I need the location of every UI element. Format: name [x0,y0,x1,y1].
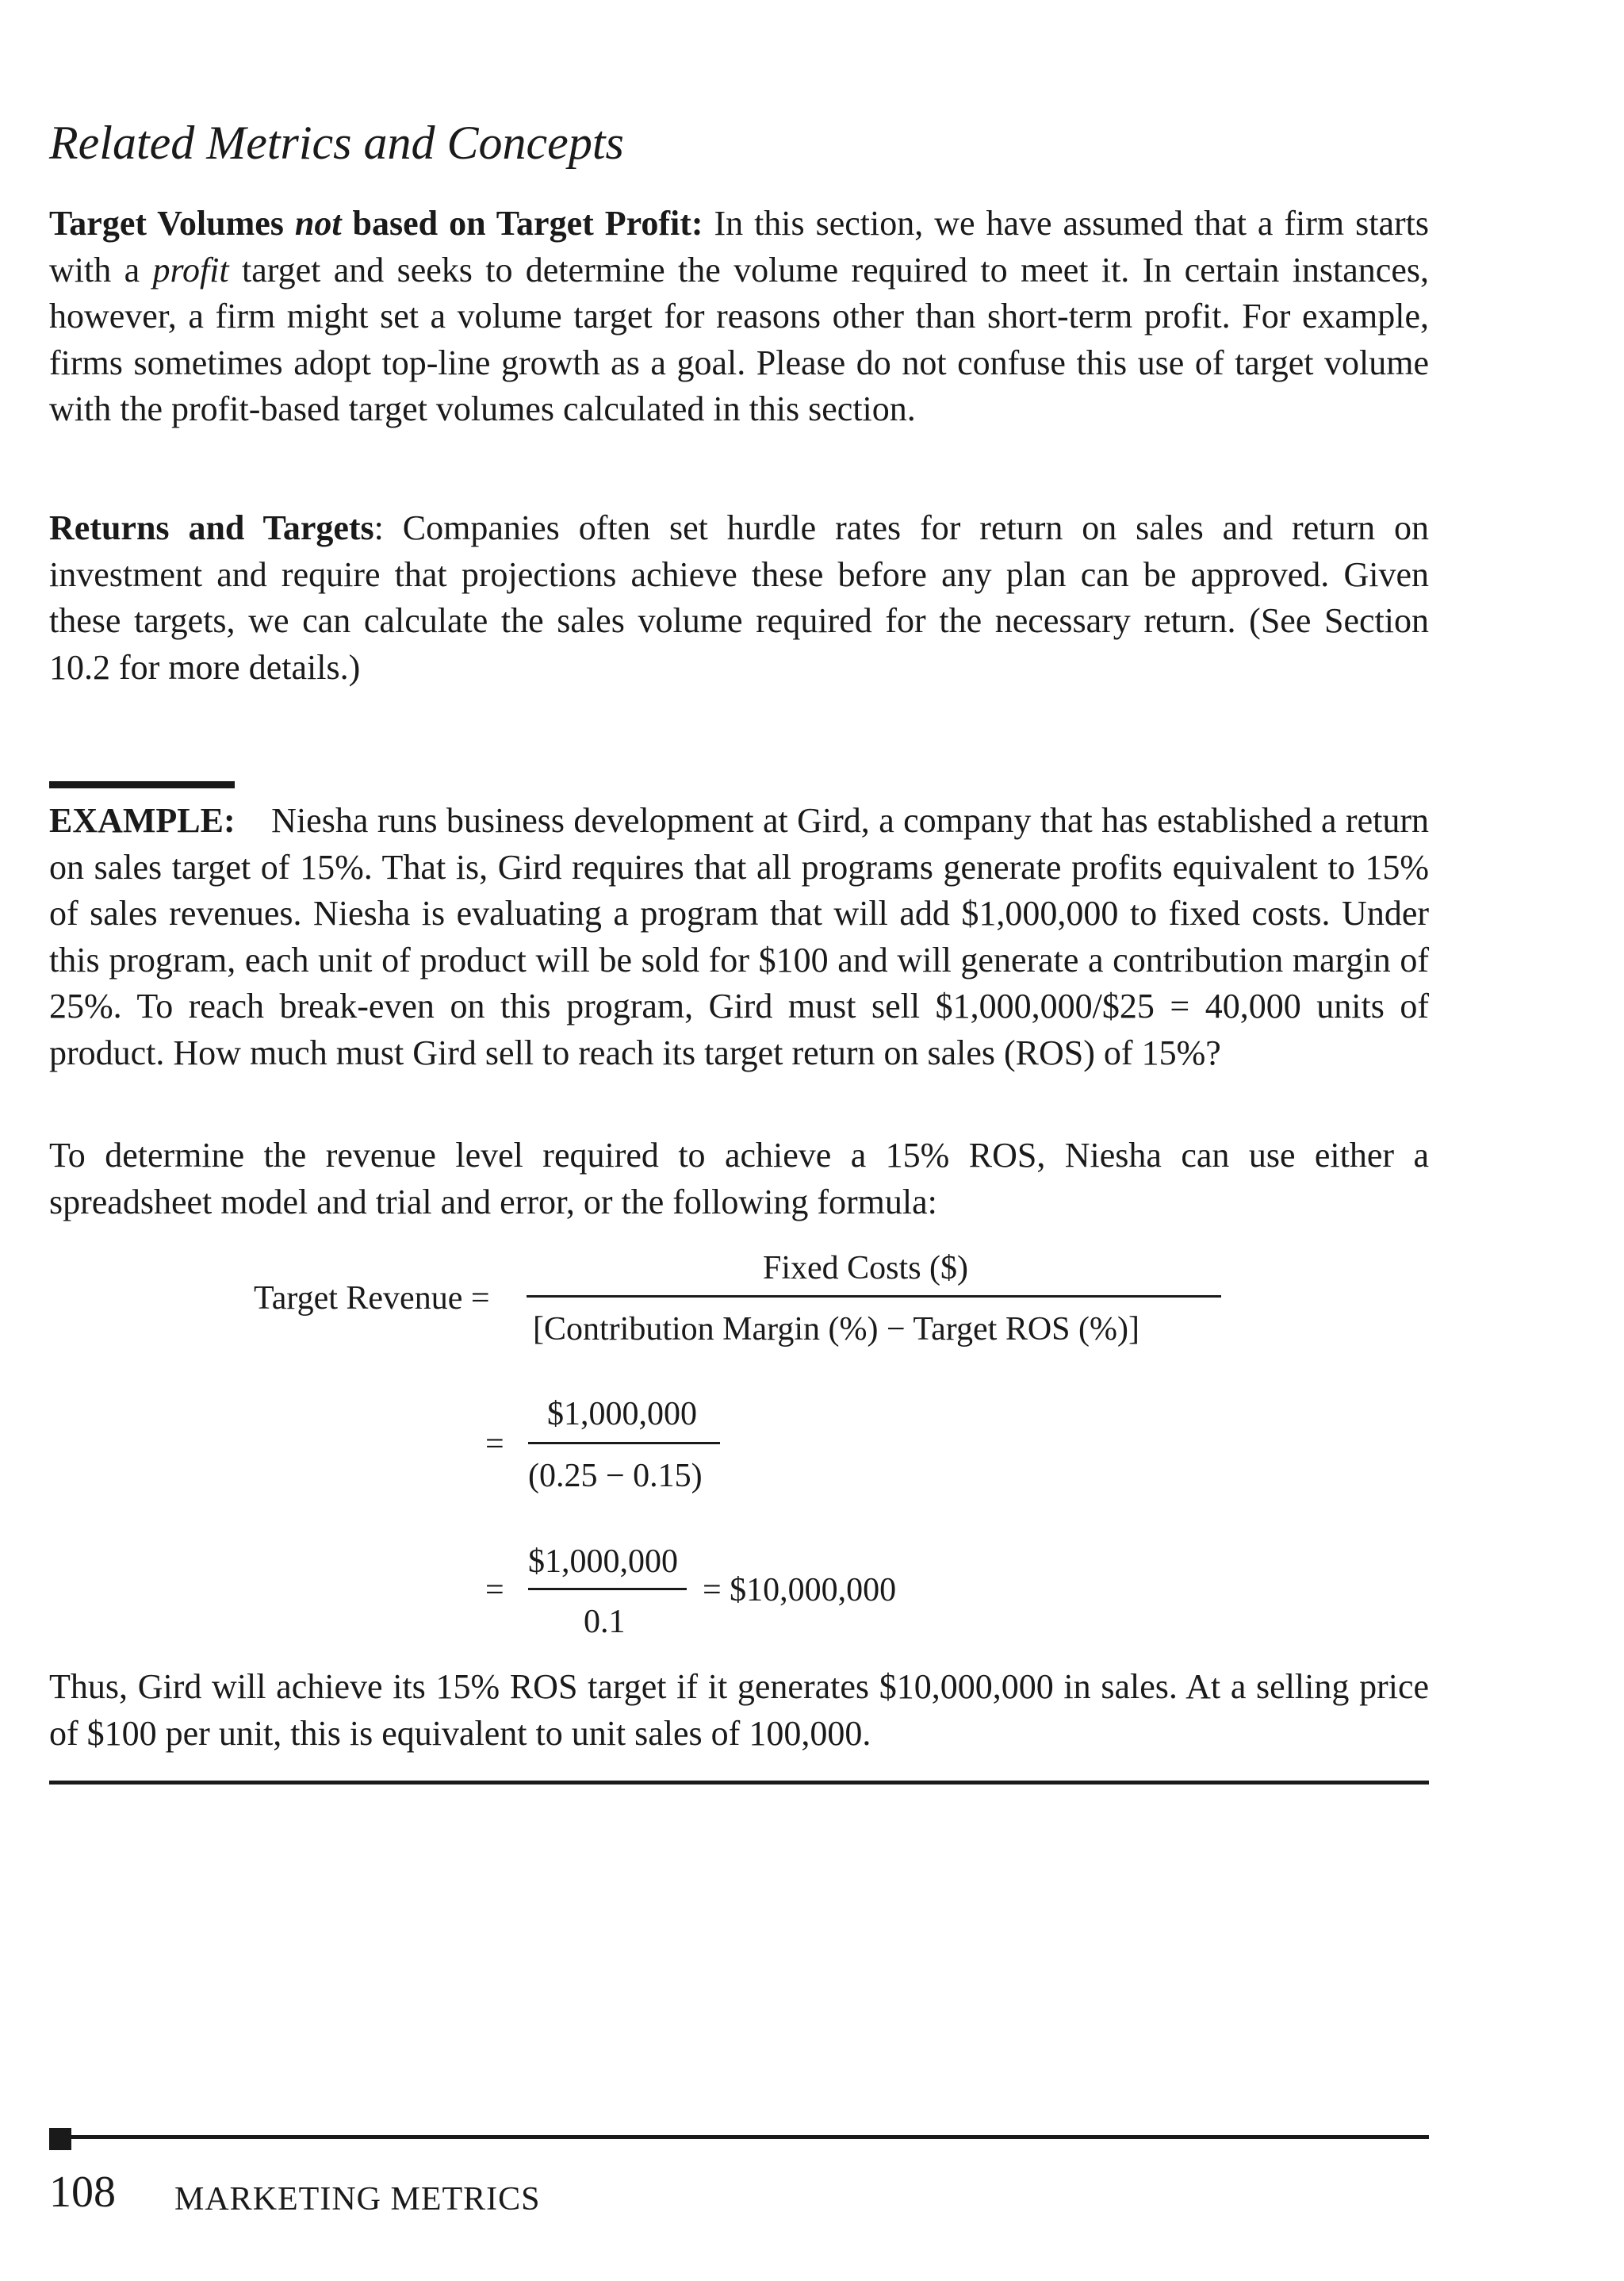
paragraph-target-volumes [49,201,1429,433]
footer-square-marker [49,2128,71,2150]
example-intro: To determine the revenue level required to achieve a 15% ROS, Niesha can use either a spreadsheet model and trial and error, or the following formula: [49,1136,1429,1221]
example-text: Niesha runs business development at Gird, a company that has established a return on sales target of 15%. That is, Gird requires that all programs generate profits equivalent to 15% of sales revenues. Niesha is evaluating a program that will add $1,000,000 to fixed costs. Under this program, each unit of product will be sold for $100 and will generate a contribution margin of 25%. To reach break-even on this program, Gird must sell $1,000,000/$25 = 40,000 units of product. How much must Gird sell to reach its target return on sales (ROS) of 15%? [49,801,1429,1072]
fraction-bar-1 [527,1295,1221,1298]
example-label: EXAMPLE: [49,801,236,840]
formula-equals-2: = [485,1426,504,1463]
example-bottom-rule [49,1781,1429,1785]
paragraph-returns-and-targets [49,505,1429,691]
paragraph2-text: : Companies often set hurdle rates for return on sales and return on investment and require that projections achieve these before any plan can be approved. Given these targets, we can calculate the sales volume required for the necessary return. (See Section 10.2 for more details.) [49,508,1430,687]
page-number: 108 [49,2168,116,2217]
running-head: MARKETING METRICS [174,2181,541,2218]
paragraph1-italic-word: profit [152,250,229,289]
formula-denominator-1: [Contribution Margin (%) − Target ROS (%)] [533,1311,1139,1348]
lead-bold-1: Target Volumes [49,204,295,243]
fraction-bar-3 [528,1588,687,1590]
fraction-bar-2 [528,1442,720,1444]
formula-numerator-2: $1,000,000 [547,1396,697,1432]
paragraph2-lead-bold: Returns and Targets [49,508,374,547]
formula-numerator-3: $1,000,000 [528,1543,678,1580]
footer-rule [49,2135,1429,2139]
example-conclusion: Thus, Gird will achieve its 15% ROS target if it generates $10,000,000 in sales. At a selling price of $100 per unit, this is equivalent to unit sales of 100,000. [49,1667,1429,1753]
lead-bold-italic: not [294,204,342,243]
formula-equals-3: = [485,1572,504,1608]
formula-numerator-1: Fixed Costs ($) [763,1250,969,1286]
formula-denominator-3: 0.1 [584,1604,626,1640]
paragraph1-text-1: In this section, we have assumed that a firm starts with a [49,204,1429,289]
example-top-rule [49,781,235,788]
formula-denominator-2: (0.25 − 0.15) [528,1458,703,1494]
formula-lhs: Target Revenue = [254,1280,490,1317]
paragraph1-text-2: target and seeks to determine the volume required to meet it. In certain instances, however, a firm might set a volume target for reasons other than short-term profit. For example, firms sometimes adopt top-line growth as a goal. Please do not confuse this use of target volume with the profit-based target volumes calculated in this section. [49,250,1429,428]
formula-result: = $10,000,000 [703,1572,897,1608]
lead-bold-2: based on Target Profit: [341,204,703,243]
example-paragraph [49,798,1429,1076]
section-heading: Related Metrics and Concepts [49,117,624,169]
